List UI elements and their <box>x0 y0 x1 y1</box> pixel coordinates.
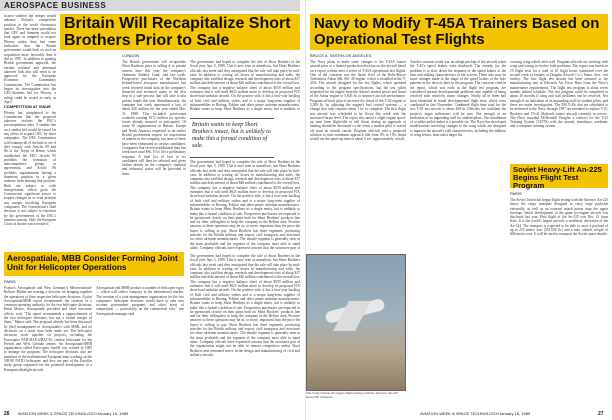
col1-paragraph-2: Plessey has complained to the Commission that the proposed takeover violates the EEC's procompetition rules. A similar fine on a similar bid would be raised for any offers to acquire GEC by other companies. The EEC Commission will examine all of the bids to see if they comply with Articles 85 and 86 of the Treaty of Rome, which established the EEC. Article 85 prohibits the formation of anticompetitive groups or agreements, and Article 86 prohibits organizations having a dominant position in a given industry from abusing that position. Both are subject to wide interpretation, which gives the Commission significant power to require changes in or even prohibit any merger involving European companies. The Commission's final decision is not subject to rejection by the governments of the EEC's member nations. Only the European Court of Justice can overrule it. <box>4 110 56 227</box>
column-1 <box>4 14 56 246</box>
navy-text-3: crossing wing rolloff after stall. Program officials are working with wing and wiring to resolve both problems. The report was based on 10 flight tests for a total of 10 flight hours conducted over the second week of January at Douglas Aircraft Co.'s Yuma, Ariz., test facility. The first flight test aircraft has been returned to the manufacturing unit at Edwards Air Force Base from the Navy's maintenance requirements. The flight test program is about seven months behind schedule. The test program could be completed in about 30 months if wing and stall problems can be resolved. Not enough of an indication of an impending stall for student pilots, and these are under investigation. The 300 T-45s that are scheduled to be delivered to the Navy through 1997 are intended to replace T-2C Buckeye and TA-4J Skyhawk trainer aircraft currently in service. The Navy awarded McDonnell Douglas a contract for the T-45 Training System (T45TS) with the aircraft, simulators, academic and a computer training system. <box>510 60 608 129</box>
britain-text-3: The government had hoped to complete the sale of Short Brothers in the fiscal year, Apr. 5, 1989. This is now seen as unrealistic, but Short Brothers officials last week said they anticipated that the sale will take place by mid-year. In addition to writing off losses in manufacturing and sales, the company also said that design, research and development costs of about $17 million and debt interest of about $46 million contributed to the overall loss. The company has a negative balance sheet of about $559 million and estimates that it will need $925 million more to develop its proposed FJX short-haul turbofan aircraft. On the positive side, it has a four-year backlog of both civil and military orders and is a major long-term supplier of subassemblies to Boeing, Fokker and other prime airframe manufacturers. Britain wants to keep Short Brothers as a single entity, but is unlikely to make this a formal condition of sale. Prospective purchasers are expected to be questioned closely on their plans both for Short Brothers' products line and for their willingness to keep the company in the Belfast area. Positive answers to these questions may be as, or more, important than the price the buyer is willing to pay. Short Brothers has three segments, producing missiles for the British military and export, civil transports and structures for other airframe manufacturers. The missile segment is generally seen as the most profitable and the segment of the company most able to stand alone. Company officials have expressed concern that the structures part of the organization might not be able to remain competitive unless Short Brothers also remained active in the design and manufacturing of civil and military aircraft. <box>190 254 300 357</box>
folio-left: 26 <box>4 411 10 417</box>
col1-subhead: COMPETITION AT ISSUE <box>4 104 51 110</box>
headline-aerospatiale: Aerospatiale, MBB Consider Forming Joint Unit for Helicopter Operations <box>7 253 178 272</box>
section-header <box>0 0 300 11</box>
byline-navy: BRUCE A. SMITH/LOS ANGELES <box>310 53 372 58</box>
soviet-text: The Soviet Union has begun flight testing with the Antonov An-225 heavy lift cargo transport designed to carry large payloads externally, as well as an external attack points atop the upper fuselage. Initial development of the giant six-engine aircraft was disclosed last year. First flight of the An-225 was Dec. 21 from Kiev. It is the world's largest aircraft, a widebody derivative of the An-124. The transport is expected to be able to carry a payload of up to 250 metric tons (551,000 lb.) and a max. takeoff weight of 600 metric tons. It will be used to transport the Soviet space shuttle. <box>510 198 608 237</box>
britain-text-2-cont: The government had hoped to complete the sale of Short Brothers in the fiscal year, Apr. 5, 1989. This is now seen as unrealistic, but Short Brothers officials last week said they anticipated that the sale will take place by mid-year. In addition to writing off losses in manufacturing and sales, the company also said that design, research and development costs of about $17 million and debt interest of about $46 million contributed to the overall loss. The company has a negative balance sheet of about $559 million and estimates that it will need $925 million more to develop its proposed FJX short-haul turbofan aircraft. On the positive side, it has a four-year backlog of both civil and military orders and is a major long-term supplier of subassemblies to Boeing, Fokker and other prime airframe manufacturers. Britain wants to keep Short Brothers as a single entity, but is unlikely to make this a formal condition of sale. Prospective purchasers are expected to be questioned closely on their plans both for Short Brothers' products line and for their willingness to keep the company in the Belfast area. Positive answers to these questions may be as, or more, important than the price the buyer is willing to pay. Short Brothers has three segments, producing missiles for the British military and export, civil transports and structures for other airframe manufacturers. The missile segment is generally seen as the most profitable and the segment of the company most able to stand alone. Company officials have expressed concern that the structures part of <box>190 160 300 250</box>
headline-box-aerospatiale <box>4 252 184 276</box>
headline-box-britain <box>60 14 300 50</box>
soviet-column <box>510 198 608 404</box>
britain-text-1: The British government will recapitalize Short Brothers prior to selling it to private owners later this year, the company's chairman, Rodney Lund, said last week. Prospective purchasers of the Northern Ireland-based aerospace manufacturer last week received initial data on the company's financial and technical status as the first step in a sale process that will take it into private hands this year. Simultaneously, the company last week announced a loss of about $28 million for the year ended Mar. 31, 1988. This included provisional writeoffs totaling $172 million for specific losses already incurred or anticipated. Of some 30 organizations in Britain, Europe and North America requested to an earlier British government request for expressions of interest in the company, but none of these have been eliminated as serious candidates. Companies that received additional data last week have until Feb. 10 to file a preliminary response. A final list of four to six candidates will then be selected and given further details on the company's financial and industrial status will be provided to them. <box>122 60 186 176</box>
headline-britain: Britain Will Recapitalize Short Brothers Prior to Sale <box>64 15 291 49</box>
headline-box-soviet <box>510 164 608 188</box>
an-225-photo <box>306 254 406 391</box>
navy-column-2 <box>410 60 506 404</box>
britain-column-2-top <box>190 60 300 112</box>
pull-quote <box>190 118 274 158</box>
section-header-label: AEROSPACE BUSINESS <box>4 1 107 10</box>
headline-box-navy <box>310 14 608 50</box>
navy-column-1 <box>310 60 406 250</box>
britain-text-2: The government had hoped to complete the sale of Short Brothers in the fiscal year, Apr. 5, 1989. This is now seen as unrealistic, but Short Brothers officials last week said they anticipated that the sale will take place by mid-year. In addition to writing off losses in manufacturing and sales, the company also said that design, research and development costs of about $17 million and debt interest of about $46 million contributed to the overall loss. The company has a negative balance sheet of about $559 million and estimates that it will need $925 million more to develop its proposed FJX short-haul turbofan aircraft. On the positive side, it has a four-year backlog of both civil and military orders and is a major long-term supplier of subassemblies to Boeing, Fokker and other prime airframe manufacturers. Britain wants to keep Short Brothers as a single entity, but is unlikely to <box>190 60 300 112</box>
footer-left-text: AVIATION WEEK & SPACE TECHNOLOGY/January 16, 1989 <box>18 411 129 416</box>
footer-right-text: AVIATION WEEK & SPACE TECHNOLOGY/January 16, 1989 <box>420 411 531 416</box>
headline-soviet: Soviet Heavy-Lift An-225 Begins Flight Test Program <box>513 165 602 190</box>
aerospatiale-column-2 <box>96 286 184 404</box>
pull-quote-text: Britain wants to keep Short Brothers intact, but is unlikely to make this a formal condition of sale. <box>192 122 271 149</box>
folio-right: 27 <box>598 411 604 417</box>
navy-text-1: The Navy plans to make some changes to the T-45A trainer aircraft prior to a limited production decision on the aircraft based on a report written after a series of T-45A operational test flights. One of the concerns was the thrust level of the Rolls-Royce Turbomeca Adour Mk. 861-49 engine, which is installed in the T-45A. The aircraft designed for the test flights, which operated according to the program specifications, but the test pilots requested for the engine from the Adour's normal power and thrust of the Adour engine to 5,845 lb. to improve aircraft performance. Program officials plan to increase the thrust of the T-45 engine to 5,500 lb. by adjusting the engine's fuel control systems — a change that only requires about 1 hr. to complete. The first flight test aircraft was scheduled to be flown this week with the increased thrust level. The report also noted a slight engine spool-up time from flight-idle to full thrust during an approach to landing should be decreased so the event a modest pilot is waved off from an aircraft carrier. Program officials said a proposed solution to raise minimum approach idle from 5% to 15% thrust would cut the spool-up time of about 6 sec. approximately in half. <box>310 60 406 142</box>
navy-column-3 <box>510 60 608 160</box>
col1-paragraph-1: ticized whether the merger would enhance Britain's competitive position in the world electronics market. There has been speculation that GEC and Siemens would not look again or tempted to acquire Plessey unless they had some indication that the British government would look on such an acquisition more favorably than it did in 1987. In addition to gaining British government approval, the various national and perennial takeover bids also will need to be approved by the European Economic Community Commission. The Commission has begun its investigation into the GEC-Siemens bid for Plessey, a ruling could be issued as early as April. <box>4 14 56 104</box>
dateline-aerospatiale: PARIS <box>4 279 16 284</box>
photo-caption: The Soviet Union has begun flight testing with the Antonov An-225 heavy-lift transport. <box>306 391 399 399</box>
britain-column-2-bottom <box>190 160 300 250</box>
britain-column-1 <box>122 60 186 250</box>
headline-navy: Navy to Modify T-45A Trainers Based on Operational Test Flights <box>314 15 600 48</box>
dateline-britain: LONDON <box>122 53 140 58</box>
britain-column-3 <box>190 254 300 404</box>
aerospatiale-column-1 <box>4 286 92 404</box>
aerospatiale-text-2: Aerospatiale and MBB produce a number of helicopter types — which will collect company in the international market. The creation of a joint management organization for the two companies' helicopter divisions would have to take into account government programs and other areas of competition — particularly on the commercial side," one Aerospatiale manager said. <box>96 286 184 316</box>
navy-text-2: Another concern noted was an abrupt pitchup of the aircraft when the T-45's speed brakes were deployed. The remedy for the problem is to slow down the response of the speed brakes or the trim and stalling characteristics in the system. There also may be some changes made to the shape of the speed brakes or the hole patterns in the devices later in the program. The concerns cited in the report, which was early in the flight test program, are considered normal developmental problems and capable of being resolved with relatively minor changes. Nearly all of them had been identified in initial developmental flight tests, which were conducted in late November. Combined flight time total for the two T-45 test aircraft is about 200 hr. Officials are confident the project's target milestones will be met. Not enough of an indication of an impending stall for student pilots. The installation of a rudder pedal shaker is a possible fix. The Navy has developed modifications involving changes to the wing which are designed to improve the aircraft's stall characteristics, including the addition of wing fences, slats and a larger fin. <box>410 60 506 138</box>
aerospatiale-text-1: France's Aerospatiale and West Germany's Messerschmitt-Bolkow-Blohm are nearing a decision on bringing together the operations of their respective helicopter divisions. A joint Aerospatiale/MBB report recommends the creation of a common operating authority for the two helicopter divisions, Henri Martre, Aerospatiale president and chief executive officer, said. "The report recommends a rapprochement of the two helicopter divisions, but not a formal merger of them," Martre said. The proposal already has been discussed by [the] management of Aerospatiale's with MBB, and no decisions on a study have been made yet. The helicopter divisions work together on projects, including the Eurocopter PAH-HAP-2/HAC3G combat helicopter for the French and West German armies. An Aerospatiale/MBB organization called Eurocopter GmbH was created in 1985 to manage the program. The helicopter divisions also are members of the multinational European team working on the NH-90 NATO helicopter, and they are part of the Euroflar study group organized for the potential development of a European ultralight aircraft. <box>4 286 92 372</box>
dateline-soviet: PARIS <box>510 191 522 196</box>
